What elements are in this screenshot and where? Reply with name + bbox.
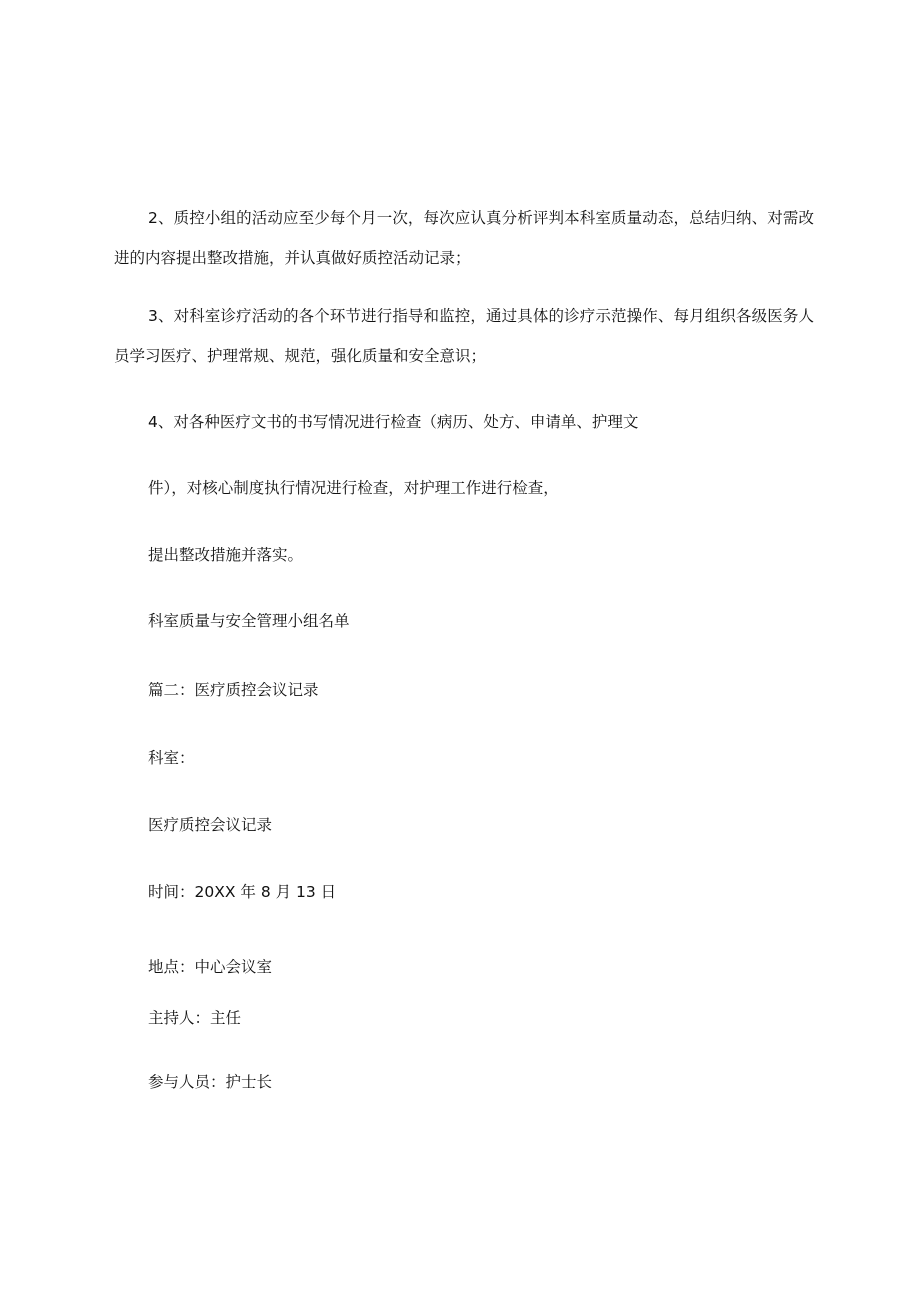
paragraph-item-4-line-2: 件），对核心制度执行情况进行检查，对护理工作进行检查， (148, 479, 559, 497)
meeting-time: 时间：20XX 年 8 月 13 日 (148, 883, 337, 901)
paragraph-item-2: 2、质控小组的活动应至少每个月一次，每次应认真分析评判本科室质量动态，总结归纳、对需改进的内容提出整改措施，并认真做好质控活动记录； (114, 209, 814, 267)
department-label: 科室： (148, 749, 195, 767)
paragraph-item-4-line-1: 4、对各种医疗文书的书写情况进行检查（病历、处方、申请单、护理文 (148, 413, 639, 431)
part-two-title: 篇二：医疗质控会议记录 (148, 681, 319, 699)
paragraph-item-4-line-3: 提出整改措施并落实。 (148, 546, 304, 564)
record-title: 医疗质控会议记录 (148, 816, 273, 834)
group-list-title: 科室质量与安全管理小组名单 (148, 612, 350, 630)
meeting-location: 地点：中心会议室 (148, 958, 273, 976)
paragraph-item-3: 3、对科室诊疗活动的各个环节进行指导和监控，通过具体的诊疗示范操作、每月组织各级医务人员学习医疗、护理常规、规范，强化质量和安全意识； (114, 307, 814, 365)
meeting-host: 主持人：主任 (148, 1009, 242, 1027)
meeting-participants: 参与人员：护士长 (148, 1073, 273, 1091)
